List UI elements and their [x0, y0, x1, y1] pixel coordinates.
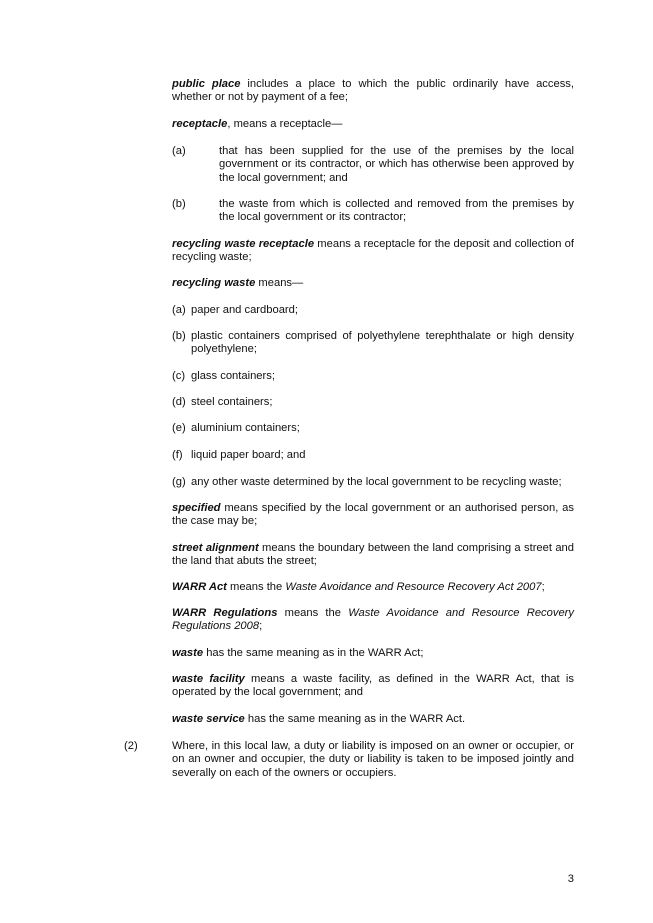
definition-recycling-waste: recycling waste means—: [172, 277, 304, 289]
definition-specified: specified means specified by the local government or an authorised person, as the case may be;: [172, 502, 574, 528]
definition-waste-facility: waste facility means a waste facility, as defined in the WARR Act, that is operated by the local government; and: [172, 673, 574, 699]
document-page: public place includes a place to which the public ordinarily have access, whether or not by payment of a fee; receptacle, means a receptacle— (a) that has been supplied for the use of the premises by the local government or its contractor, or which has otherwise been approved by the local government; and (b) the waste from which is collected and removed from the premises by the local government or its contractor; recycling waste receptacle means a receptacle for the deposit and collection of recycling waste; recycling waste means— (a) paper and cardboard; (b) plastic containers comprised of polyethylene terephthalate or high density polyethylene; (c) glass containers; (d) steel containers; (e) aluminium containers; (f) liquid paper board; and (g) any other waste determined by the local government to be recycling waste; specified means specified by the local government or an authorised person, as the case may be; street alignment means the boundary between the land comprising a street and the land that abuts the street; WARR Act means the Waste Avoidance and Resource Recovery Act 2007; WARR Regulations means the Waste Avoidance and Resource Recovery Regulations 2008; waste has the same meaning as in the WARR Act; waste facility means a waste facility, as defined in the WARR Act, that is operated by the local government; and waste service has the same meaning as in the WARR Act. (2) Where, in this local law, a duty or liability is imposed on an owner or occupier, or on an owner and occupier, the duty or liability is taken to be imposed jointly and severally on each of the owners or occupiers. 3: [124, 78, 575, 885]
definition-warr-act: WARR Act means the Waste Avoidance and Resource Recovery Act 2007;: [172, 581, 545, 593]
definition-street-alignment: street alignment means the boundary between the land comprising a street and the land that abuts the street;: [172, 542, 574, 568]
page-number: 3: [567, 873, 574, 885]
definition-receptacle: receptacle, means a receptacle—: [172, 118, 343, 130]
definition-waste: waste has the same meaning as in the WARR Act;: [172, 647, 424, 659]
definition-waste-service: waste service has the same meaning as in the WARR Act.: [172, 713, 466, 725]
definition-public-place: public place includes a place to which the public ordinarily have access, whether or not by payment of a fee;: [172, 78, 575, 104]
definition-recycling-waste-receptacle: recycling waste receptacle means a receptacle for the deposit and collection of recycling waste;: [172, 238, 574, 264]
definition-warr-regulations: WARR Regulations means the Waste Avoidance and Resource Recovery Regulations 2008;: [172, 607, 574, 633]
